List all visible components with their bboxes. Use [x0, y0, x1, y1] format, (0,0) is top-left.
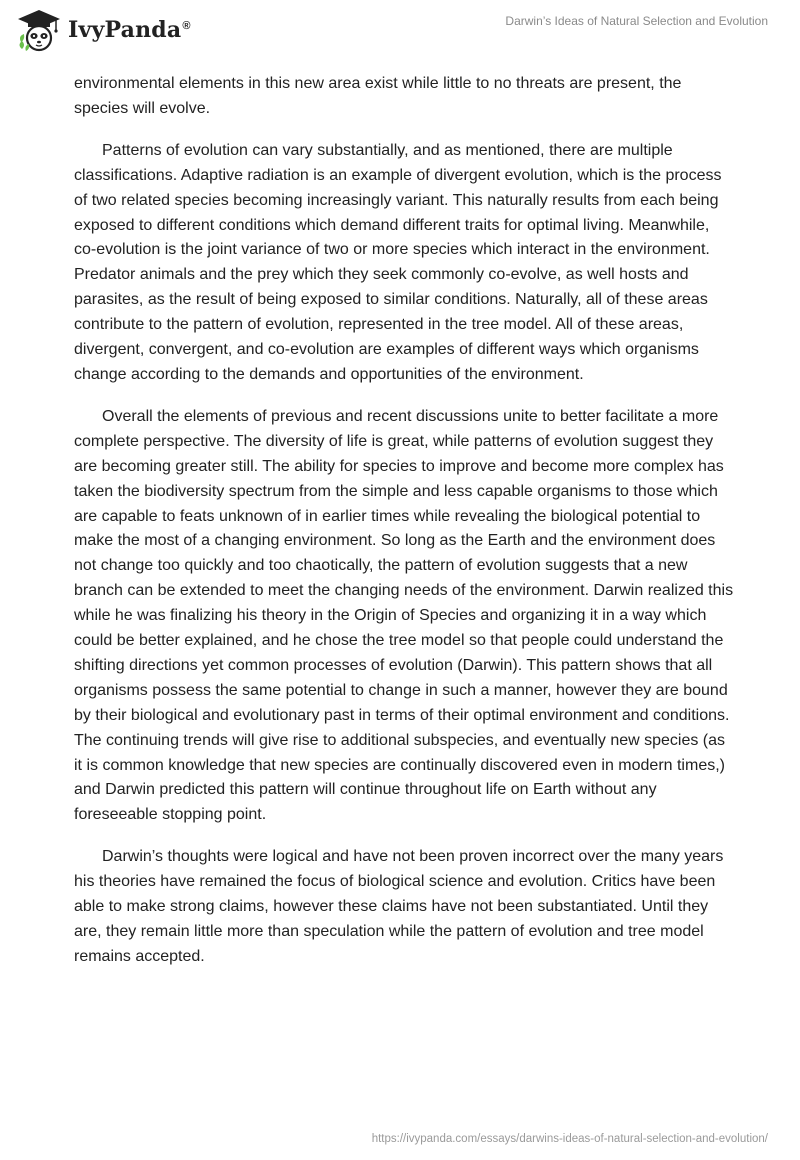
page-header — [0, 0, 800, 60]
source-url[interactable]: https://ivypanda.com/essays/darwins-ideas-of-natural-selection-and-evolution/ — [371, 1133, 768, 1145]
ivypanda-logo[interactable] — [16, 8, 191, 52]
paragraph: Patterns of evolution can vary substantially, and as mentioned, there are multiple classifications. Adaptive radiation is an example of divergent evolution, which is the process of two related species becoming increasingly variant. This naturally results from each being exposed to different conditions which demand different traits for optimal living. Meanwhile, co-evolution is the joint variance of two or more species which interact in the environment. Predator animals and the prey which they seek commonly co-evolve, as well hosts and parasites, as the result of being exposed to similar conditions. Naturally, all of these areas contribute to the pattern of evolution, represented in the tree model. All of these areas, divergent, convergent, and co-evolution are examples of different ways which organisms change according to the demands and opportunities of the environment. — [74, 141, 722, 383]
document-title: Darwin’s Ideas of Natural Selection and Evolution — [505, 14, 768, 28]
paragraph: Overall the elements of previous and recent discussions unite to better facilitate a more complete perspective. The diversity of life is great, while patterns of evolution suggest they are becoming greater still. The ability for species to improve and become more complex has taken the biodiversity spectrum from the simple and less capable organisms to those which are capable to feats unknown of in earlier times while revealing the biological potential to make the most of a changing environment. So long as the Earth and the environment does not change too quickly and too chaotically, the pattern of evolution suggests that a new branch can be extended to meet the changing needs of the environment. Darwin realized this while he was finalizing his theory in the Origin of Species and organizing it in a way which could be better explained, and he chose the tree model so that people could understand the shifting directions yet common processes of evolution (Darwin). This pattern shows that all organisms possess the same potential to change in such a manner, however they are bound by their biological and evolutionary past in terms of their optimal environment and conditions. The continuing trends will give rise to additional subspecies, and eventually new species (as it is common knowledge that new species are continually discovered even in modern times,) and Darwin predicted this pattern will continue throughout life on Earth without any foreseeable stopping point. — [74, 407, 734, 824]
panda-graduate-icon — [16, 8, 62, 52]
essay-body — [74, 72, 734, 987]
paragraph: environmental elements in this new area exist while little to no threats are present, the species will evolve. — [74, 75, 682, 117]
paragraph: Darwin’s thoughts were logical and have not been proven incorrect over the many years his theories have remained the focus of biological science and evolution. Critics have been able to make strong claims, however these claims have not been substantiated. Until they are, they remain little more than speculation while the pattern of evolution and tree model remains accepted. — [74, 848, 724, 965]
logo-text: IvyPanda® — [68, 17, 191, 43]
